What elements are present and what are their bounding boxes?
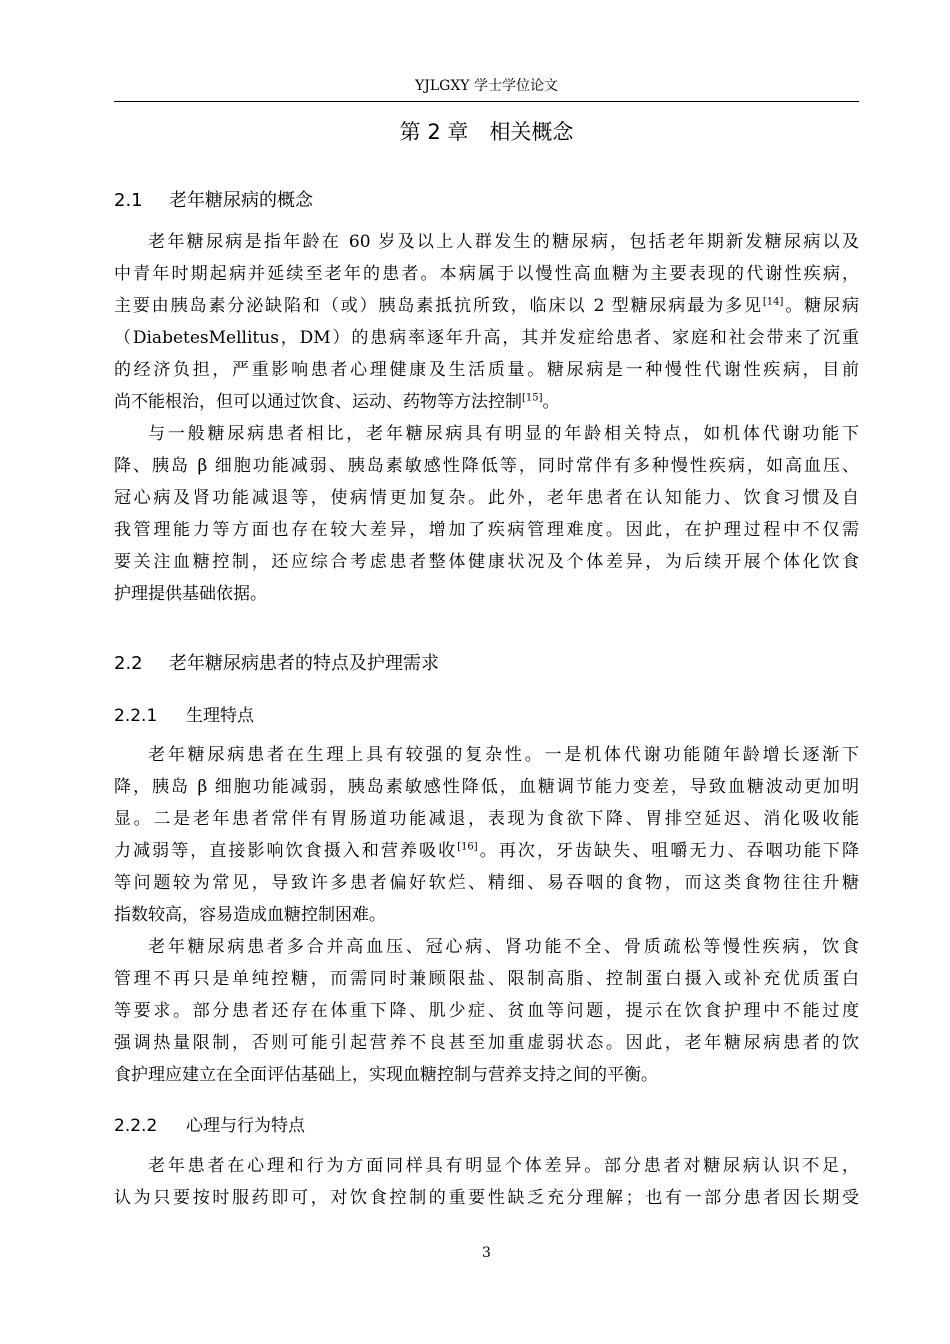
citation-marker: [16]: [457, 841, 478, 853]
paragraph: [114, 931, 859, 1091]
text-line: 的经济负担，严重影响患者心理健康及生活质量。糖尿病是一种慢性代谢性疾病，目前: [114, 360, 859, 380]
text-line: 等问题较为常见，导致许多患者偏好软烂、精细、易吞咽的食物，而这类食物往往升糖: [114, 873, 859, 893]
text-line: 指数较高，容易造成血糖控制困难。: [114, 905, 386, 925]
text-line: 冠心病及肾功能减退等，使病情更加复杂。此外，老年患者在认知能力、饮食习惯及自: [114, 488, 859, 508]
chapter-title: 第 2 章 相关概念: [399, 120, 574, 144]
paragraph: [114, 1150, 859, 1214]
text-line: 显。二是老年患者常伴有胃肠道功能减退，表现为食欲下降、胃排空延迟、消化吸收能: [114, 809, 859, 829]
text-line: 力减弱等，直接影响饮食摄入和营养吸收[16]。再次，牙齿缺失、咀嚼无力、吞咽功能下降: [114, 841, 860, 861]
text-line: 主要由胰岛素分泌缺陷和（或）胰岛素抵抗所致，临床以 2 型糖尿病最为多见[14]。糖尿病: [114, 296, 860, 316]
header-divider: [114, 101, 859, 102]
text-line: 等要求。部分患者还存在体重下降、肌少症、贫血等问题，提示在饮食护理中不能过度: [114, 1001, 859, 1021]
running-header: YJLGXY 学士学位论文: [415, 78, 558, 94]
paragraph: [114, 418, 859, 610]
text-line: 认为只要按时服药即可，对饮食控制的重要性缺乏充分理解；也有一部分患者因长期受: [114, 1188, 859, 1208]
citation-marker: [14]: [762, 296, 784, 308]
text-line: 护理提供基础依据。: [114, 584, 267, 604]
page-number: 3: [482, 1245, 491, 1261]
text-line: 降，胰岛 β 细胞功能减弱，胰岛素敏感性降低，血糖调节能力变差，导致血糖波动更加明: [114, 777, 859, 797]
paragraph: [114, 739, 859, 931]
section-number: 2.1: [114, 190, 143, 211]
section-heading-2-2: [114, 651, 439, 677]
subsection-heading-2-2-1: [114, 703, 254, 729]
text-line: 老年糖尿病是指年龄在 60 岁及以上人群发生的糖尿病，包括老年期新发糖尿病以及: [148, 232, 859, 252]
subsection-number: 2.2.1: [114, 706, 158, 726]
section-title: 老年糖尿病患者的特点及护理需求: [169, 653, 439, 674]
paragraph: [114, 226, 859, 418]
text-line: 老年患者在心理和行为方面同样具有明显个体差异。部分患者对糖尿病认识不足，: [148, 1156, 859, 1176]
text-line: 食护理应建立在全面评估基础上，实现血糖控制与营养支持之间的平衡。: [114, 1065, 658, 1085]
subsection-number: 2.2.2: [114, 1116, 158, 1136]
text-line: 老年糖尿病患者多合并高血压、冠心病、肾功能不全、骨质疏松等慢性疾病，饮食: [148, 937, 859, 957]
text-line: 我管理能力等方面也存在较大差异，增加了疾病管理难度。因此，在护理过程中不仅需: [114, 520, 859, 540]
section-title: 老年糖尿病的概念: [169, 190, 313, 211]
text-line: 管理不再只是单纯控糖，而需同时兼顾限盐、限制高脂、控制蛋白摄入或补充优质蛋白: [114, 969, 859, 989]
text-line: 强调热量限制，否则可能引起营养不良甚至加重虚弱状态。因此，老年糖尿病患者的饮: [114, 1033, 859, 1053]
subsection-heading-2-2-2: [114, 1113, 305, 1139]
text-line: （DiabetesMellitus，DM）的患病率逐年升高，其并发症给患者、家庭和社会带来了沉重: [114, 328, 859, 348]
citation-marker: [15]: [522, 392, 543, 404]
text-line: 降、胰岛 β 细胞功能减弱、胰岛素敏感性降低等，同时常伴有多种慢性疾病，如高血压、: [114, 456, 859, 476]
text-line: 与一般糖尿病患者相比，老年糖尿病具有明显的年龄相关特点，如机体代谢功能下: [148, 424, 859, 444]
subsection-title: 心理与行为特点: [186, 1116, 305, 1136]
subsection-title: 生理特点: [186, 706, 254, 726]
text-line: 中青年时期起病并延续至老年的患者。本病属于以慢性高血糖为主要表现的代谢性疾病，: [114, 264, 859, 284]
section-number: 2.2: [114, 653, 143, 674]
text-line: 尚不能根治，但可以通过饮食、运动、药物等方法控制[15]。: [114, 392, 560, 412]
section-heading-2-1: [114, 188, 313, 214]
text-line: 老年糖尿病患者在生理上具有较强的复杂性。一是机体代谢功能随年龄增长逐渐下: [148, 745, 859, 765]
text-line: 要关注血糖控制，还应综合考虑患者整体健康状况及个体差异，为后续开展个体化饮食: [114, 552, 859, 572]
